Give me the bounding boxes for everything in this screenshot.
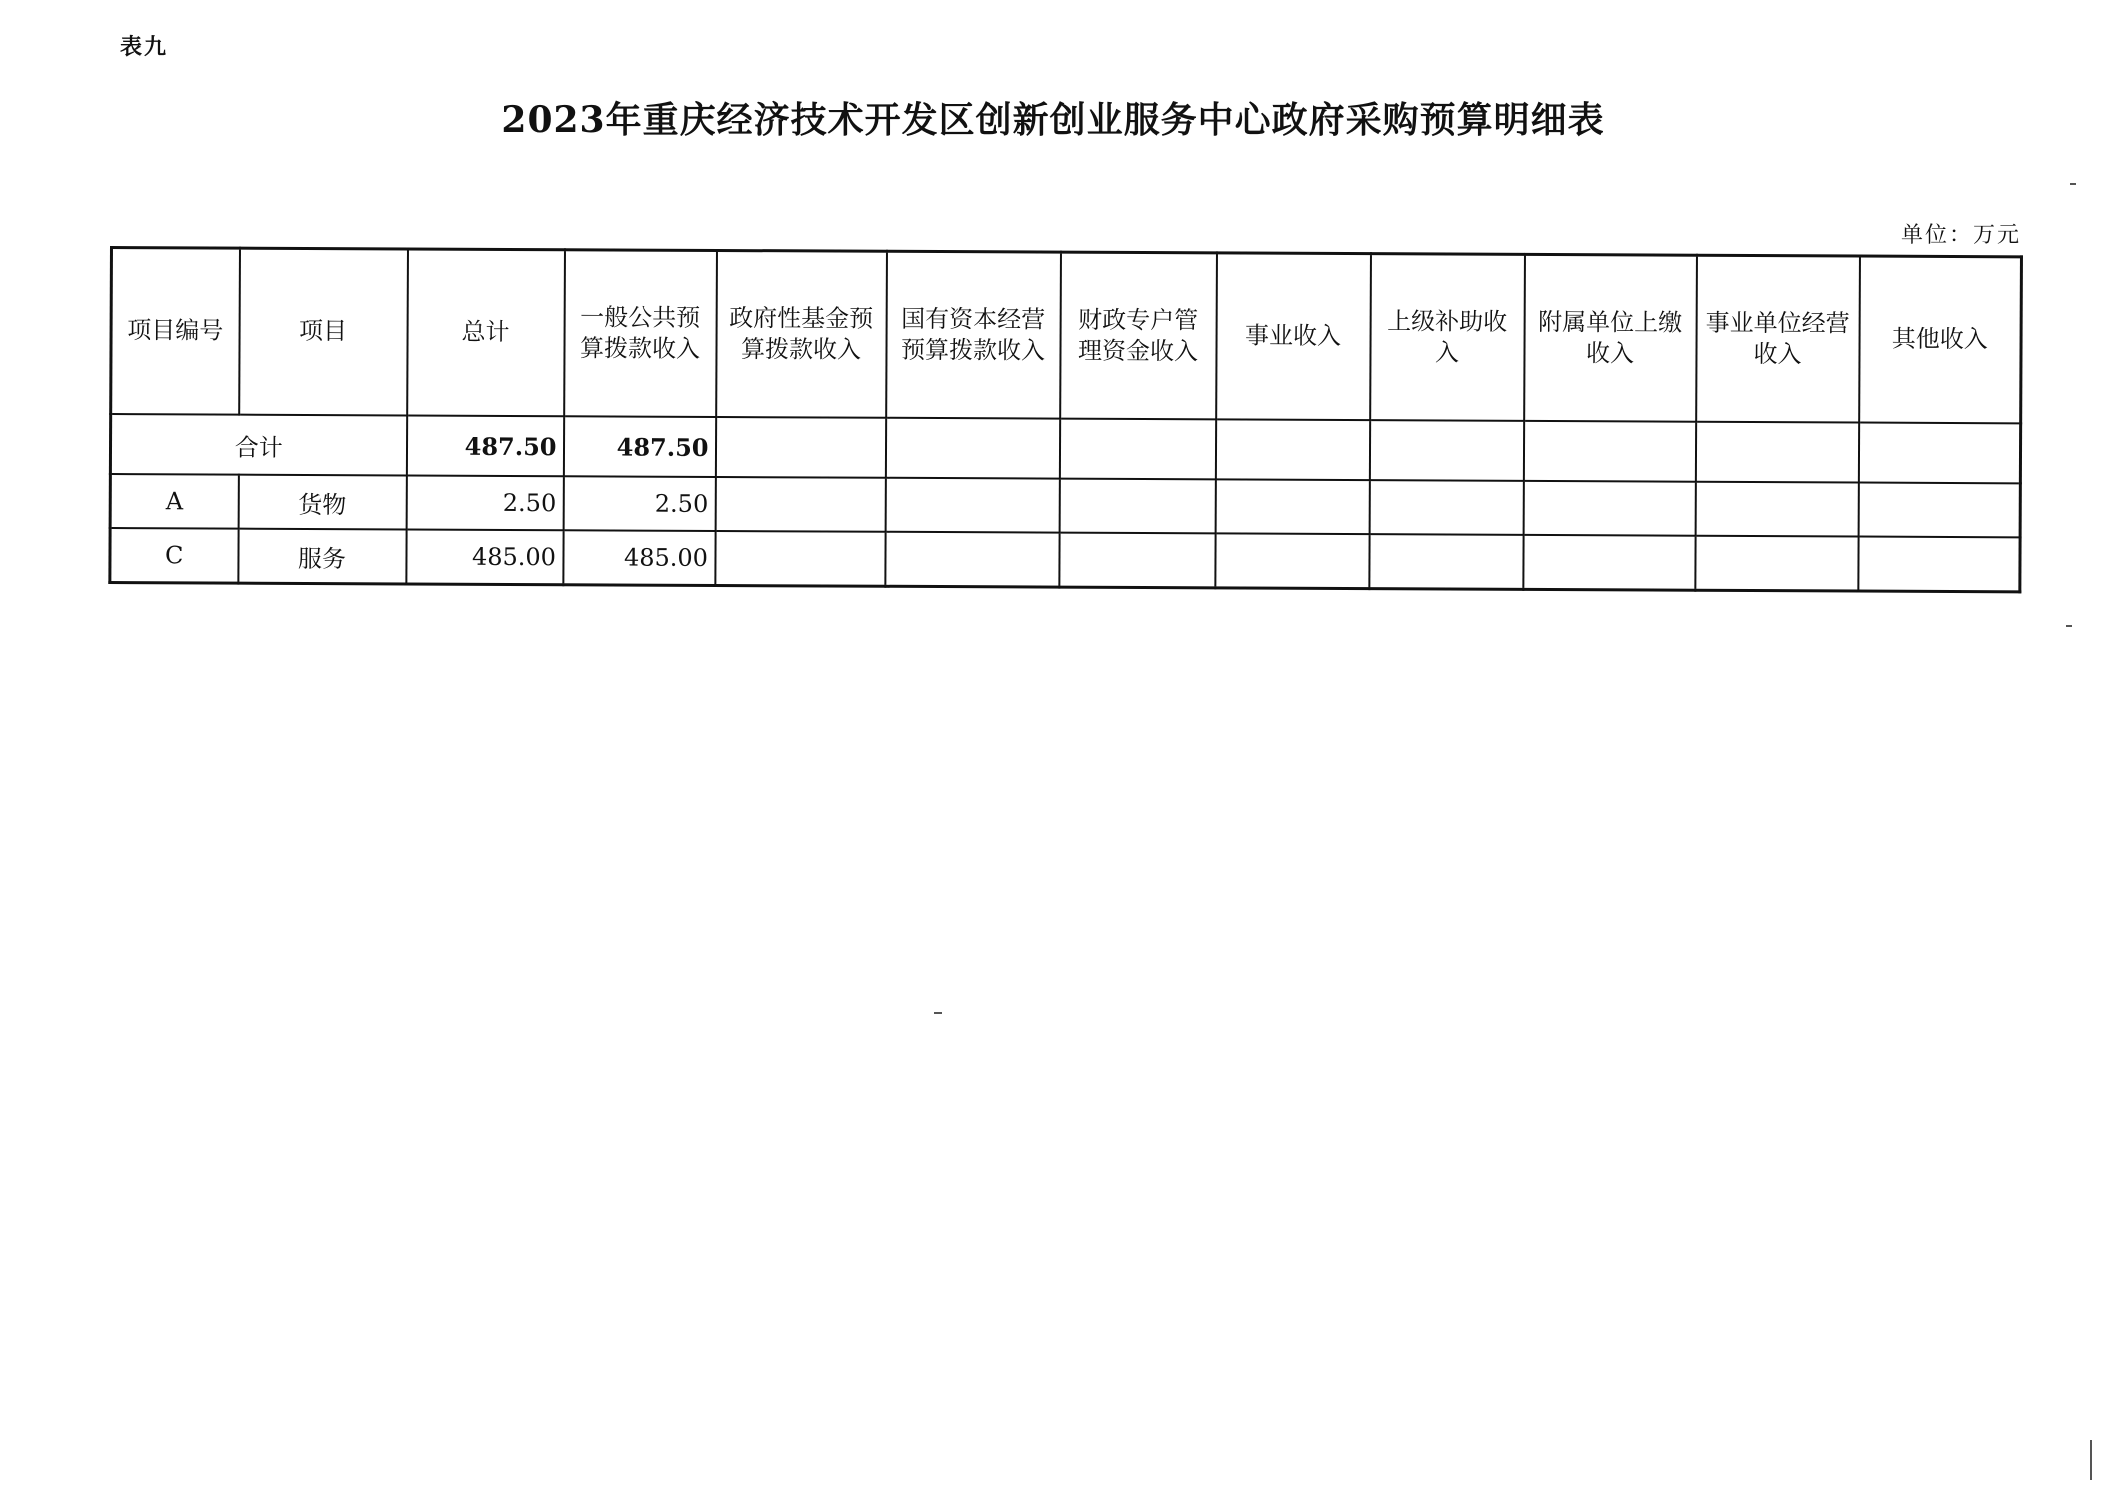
scan-speck bbox=[2070, 183, 2076, 185]
total-cell bbox=[1215, 419, 1369, 480]
total-label: 合计 bbox=[110, 414, 406, 475]
table-cell bbox=[1523, 535, 1695, 590]
header-cell: 项目 bbox=[239, 248, 408, 415]
table-header-row bbox=[111, 248, 2022, 424]
table-cell bbox=[1369, 534, 1523, 589]
header-cell: 财政专户管 理资金收入 bbox=[1060, 252, 1217, 419]
table-cell bbox=[885, 532, 1059, 587]
item-name: 货物 bbox=[238, 475, 406, 530]
item-code: A bbox=[110, 474, 238, 529]
item-general-budget: 485.00 bbox=[563, 530, 715, 585]
total-cell bbox=[1369, 420, 1523, 481]
header-cell: 附属单位上缴 收入 bbox=[1524, 254, 1697, 421]
item-name: 服务 bbox=[238, 529, 406, 584]
scan-speck bbox=[2090, 1440, 2092, 1480]
total-general-budget: 487.50 bbox=[563, 416, 715, 477]
table-cell bbox=[1523, 481, 1695, 536]
header-cell: 上级补助收 入 bbox=[1370, 254, 1525, 421]
total-cell bbox=[885, 418, 1059, 479]
item-grand-total: 2.50 bbox=[406, 475, 563, 530]
total-cell bbox=[715, 417, 885, 478]
total-grand-total: 487.50 bbox=[406, 415, 563, 476]
table-row bbox=[110, 474, 2020, 537]
header-cell: 事业收入 bbox=[1216, 253, 1371, 420]
table-cell bbox=[1858, 537, 2020, 592]
scan-speck bbox=[934, 1012, 942, 1014]
header-cell: 一般公共预 算拨款收入 bbox=[564, 250, 717, 417]
table-cell bbox=[1369, 480, 1523, 535]
header-cell: 政府性基金预 算拨款收入 bbox=[716, 250, 887, 417]
page-title: 2023年重庆经济技术开发区创新创业服务中心政府采购预算明细表 bbox=[501, 99, 1605, 141]
item-code: C bbox=[110, 528, 238, 583]
total-cell bbox=[1858, 423, 2020, 484]
table-cell bbox=[715, 531, 885, 586]
table-cell bbox=[1695, 536, 1858, 591]
total-cell bbox=[1059, 419, 1215, 480]
unit-label: 单位：万元 bbox=[1900, 223, 2021, 248]
header-cell: 事业单位经营 收入 bbox=[1696, 255, 1860, 422]
total-cell bbox=[1523, 421, 1695, 482]
item-general-budget: 2.50 bbox=[563, 476, 715, 531]
budget-table bbox=[108, 246, 2023, 593]
table-cell bbox=[885, 478, 1059, 533]
header-cell: 其他收入 bbox=[1859, 256, 2022, 423]
total-row bbox=[110, 414, 2020, 483]
table-cell bbox=[1695, 482, 1858, 537]
total-cell bbox=[1695, 422, 1858, 483]
header-cell: 国有资本经营 预算拨款收入 bbox=[886, 251, 1061, 418]
table-number-label: 表九 bbox=[120, 34, 169, 60]
header-cell: 总计 bbox=[407, 249, 565, 416]
item-grand-total: 485.00 bbox=[406, 529, 563, 584]
table-cell bbox=[1059, 479, 1215, 534]
table-cell bbox=[1059, 533, 1215, 588]
table-row bbox=[110, 528, 2020, 592]
table-cell bbox=[1858, 483, 2020, 538]
table-cell bbox=[1215, 479, 1369, 534]
table-cell bbox=[1215, 533, 1369, 588]
scan-speck bbox=[2066, 625, 2072, 627]
header-cell: 项目编号 bbox=[111, 248, 240, 415]
table-cell bbox=[715, 477, 885, 532]
